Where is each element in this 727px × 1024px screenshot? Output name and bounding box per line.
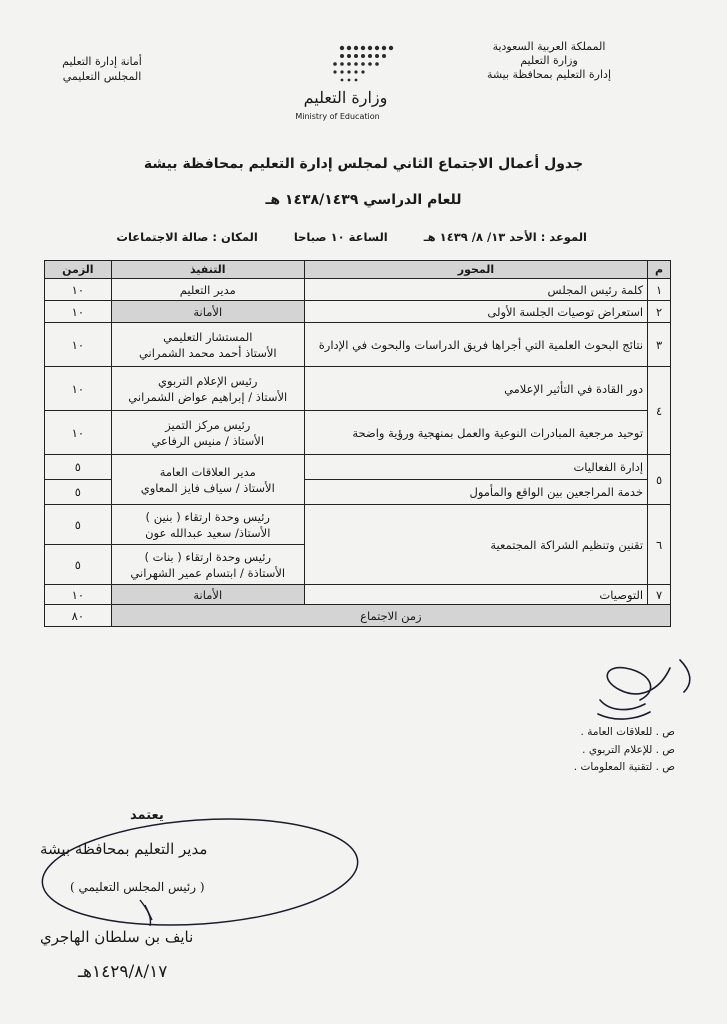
row-exec	[111, 367, 304, 411]
cc-item: ص . للإعلام التربوي .	[582, 743, 675, 756]
document-subtitle: للعام الدراسي ١٤٣٨/١٤٣٩ هـ	[265, 192, 462, 208]
department-label: إدارة التعليم بمحافظة بيشة	[486, 68, 612, 81]
row-time: ٥	[45, 455, 112, 480]
row-time: ١٠	[45, 301, 112, 323]
approval-date: ١٤٢٩/٨/١٧هـ	[78, 962, 168, 982]
row-time: ١٠	[45, 279, 112, 301]
exec-role: المستشار التعليمي	[163, 329, 253, 344]
row-num: ٥	[648, 455, 671, 505]
approver-name: نايف بن سلطان الهاجري	[40, 928, 194, 946]
approval-label: يعتمد	[130, 808, 164, 823]
row-exec	[111, 545, 304, 585]
row-axis: تقنين وتنظيم الشراكة المجتمعية	[304, 505, 647, 585]
header-exec: التنفيذ	[111, 261, 304, 279]
row-num: ٣	[648, 323, 671, 367]
approver-title: مدير التعليم بمحافظة بيشة	[40, 840, 208, 858]
row-axis: دور القادة في التأثير الإعلامي	[304, 367, 647, 411]
header-left-block	[52, 54, 152, 84]
document-title: جدول أعمال الاجتماع الثاني لمجلس إدارة التعليم بمحافظة بيشة	[143, 156, 584, 172]
row-num: ١	[648, 279, 671, 301]
exec-person: الأستاذ أحمد محمد الشمراني	[138, 345, 277, 360]
council-label: المجلس التعليمي	[62, 70, 142, 83]
ministry-logo	[290, 42, 400, 122]
row-time: ٥	[45, 505, 112, 545]
row-axis: كلمة رئيس المجلس	[304, 279, 647, 301]
exec-role: مدير العلاقات العامة	[159, 464, 256, 479]
exec-role: رئيس وحدة ارتقاء ( بنين )	[145, 509, 270, 524]
row-exec: الأمانة	[111, 585, 304, 605]
cc-item: ص . لتقنية المعلومات .	[573, 761, 675, 773]
secretariat-label: أمانة إدارة التعليم	[62, 55, 142, 68]
row-exec: الأمانة	[111, 301, 304, 323]
row-time: ١٠	[45, 323, 112, 367]
header-num: م	[648, 261, 671, 279]
row-num: ٧	[648, 585, 671, 605]
exec-role: رئيس الإعلام التربوي	[158, 373, 258, 388]
row-time: ١٠	[45, 411, 112, 455]
exec-role: رئيس مركز التميز	[165, 417, 251, 432]
table-row	[45, 455, 671, 480]
exec-person: الأستاذ / إبراهيم عواض الشمراني	[128, 389, 288, 404]
row-exec	[111, 411, 304, 455]
meeting-time: الساعة ١٠ صباحا	[293, 230, 388, 244]
table-row	[45, 505, 671, 545]
table-row	[45, 301, 671, 323]
table-row	[45, 585, 671, 605]
row-time: ١٠	[45, 585, 112, 605]
row-time: ٥	[45, 480, 112, 505]
row-axis: توحيد مرجعية المبادرات النوعية والعمل بمنهجية ورؤية واضحة	[304, 411, 647, 455]
row-axis: التوصيات	[304, 585, 647, 605]
exec-person: الأستاذ / سياف فايز المعاوي	[140, 480, 275, 495]
logo-arabic-text: وزارة التعليم	[303, 88, 388, 107]
ministry-label: وزارة التعليم	[520, 54, 578, 67]
table-row	[45, 367, 671, 411]
header-axis: المحور	[304, 261, 647, 279]
total-label: زمن الاجتماع	[111, 605, 670, 627]
cc-item: ص . للعلاقات العامة .	[580, 726, 675, 738]
row-time: ٥	[45, 545, 112, 585]
exec-person: الأستاذ/ سعيد عبدالله عون	[145, 525, 271, 540]
logo-dots-icon	[290, 42, 400, 88]
row-axis: خدمة المراجعين بين الواقع والمأمول	[304, 480, 647, 505]
meeting-date: الموعد : الأحد ١٣/ ٨/ ١٤٣٩ هـ	[423, 230, 587, 244]
row-exec	[111, 323, 304, 367]
total-time: ٨٠	[45, 605, 112, 627]
table-row	[45, 323, 671, 367]
agenda-table	[44, 260, 671, 627]
total-row	[45, 605, 671, 627]
row-exec	[111, 505, 304, 545]
header-right-block	[449, 40, 649, 82]
table-row	[45, 279, 671, 301]
meeting-place: المكان : صالة الاجتماعات	[116, 230, 258, 244]
kingdom-label: المملكة العربية السعودية	[492, 40, 606, 53]
approver-subtitle: ( رئيس المجلس التعليمي )	[70, 880, 205, 894]
row-time: ١٠	[45, 367, 112, 411]
row-exec	[111, 455, 304, 505]
row-axis: إدارة الفعاليات	[304, 455, 647, 480]
exec-person: الأستاذة / ابتسام عمير الشهراني	[130, 565, 286, 580]
row-exec: مدير التعليم	[111, 279, 304, 301]
row-axis: استعراض توصيات الجلسة الأولى	[304, 301, 647, 323]
row-axis: نتائج البحوث العلمية التي أجراها فريق الدراسات والبحوث في الإدارة	[304, 323, 647, 367]
exec-role: رئيس وحدة ارتقاء ( بنات )	[144, 549, 272, 564]
cc-list	[574, 724, 675, 777]
header-time: الزمن	[45, 261, 112, 279]
row-num: ٤	[648, 367, 671, 455]
exec-person: الأستاذ / منيس الرفاعي	[151, 433, 265, 448]
meeting-meta	[84, 230, 587, 244]
table-header-row	[45, 261, 671, 279]
logo-english-text: Ministry of Education	[295, 112, 380, 121]
table-row	[45, 411, 671, 455]
row-num: ٢	[648, 301, 671, 323]
row-num: ٦	[648, 505, 671, 585]
